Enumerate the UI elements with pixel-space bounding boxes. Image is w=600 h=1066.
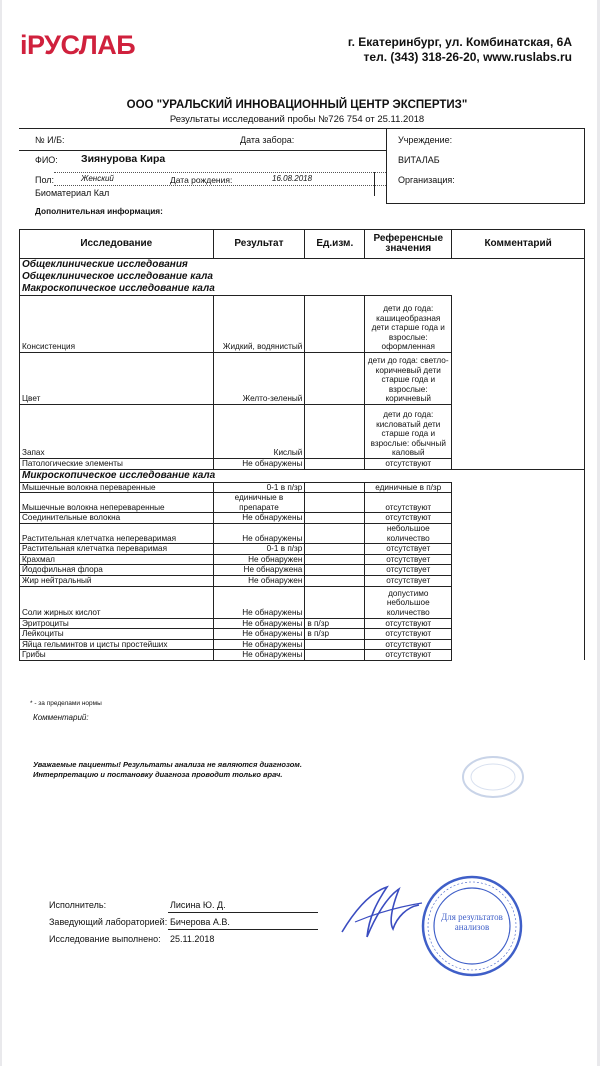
row-test: Растительная клетчатка переваримая — [20, 544, 214, 555]
ib-label: № И/Б: — [35, 135, 65, 145]
institution-value: ВИТАЛАБ — [398, 155, 440, 165]
row-result: единичные в препарате — [213, 493, 305, 513]
row-ref: отсутствуют — [365, 639, 452, 650]
section-title: Общеклиническое исследование кала — [20, 271, 585, 283]
row-result: Жидкий, водянистый — [213, 296, 305, 353]
row-result: 0-1 в п/зр — [213, 482, 305, 493]
row-comment — [452, 296, 585, 470]
lab-stamp — [420, 874, 524, 978]
row-unit — [305, 493, 365, 513]
info-dots-end — [374, 172, 375, 196]
info-top-line — [19, 128, 585, 129]
info-divider — [386, 128, 387, 204]
org-label: Организация: — [398, 175, 455, 185]
institution-label: Учреждение: — [398, 135, 453, 145]
patient-name: Зиянурова Кира — [81, 153, 166, 165]
row-test: Мышечные волокна переваренные — [20, 482, 214, 493]
row-unit — [305, 544, 365, 555]
row-result: Кислый — [213, 405, 305, 459]
col-header-unit: Ед.изм. — [305, 230, 365, 259]
row-result: Не обнаружены — [213, 523, 305, 543]
col-header-result: Результат — [213, 230, 305, 259]
section-title: Макроскопическое исследование кала — [20, 283, 585, 296]
row-comment — [452, 482, 585, 660]
birth-label: Дата рождения: — [170, 175, 233, 185]
row-ref: отсутствует — [365, 575, 452, 586]
row-unit — [305, 650, 365, 661]
row-unit — [305, 639, 365, 650]
row-result: Не обнаружен — [213, 575, 305, 586]
section-row — [20, 259, 585, 272]
warning-line-1: Уважаемые пациенты! Результаты анализа не являются диагнозом. — [33, 760, 302, 769]
row-unit — [305, 353, 365, 405]
col-header-comment: Комментарий — [452, 230, 585, 259]
row-unit — [305, 554, 365, 565]
row-ref: отсутствует — [365, 554, 452, 565]
row-result: Не обнаружен — [213, 554, 305, 565]
results-table — [19, 229, 585, 661]
row-test: Соединительные волокна — [20, 513, 214, 524]
row-ref: отсутствуют — [365, 459, 452, 470]
head-line — [168, 929, 318, 930]
row-result: Не обнаружены — [213, 586, 305, 618]
info-dots-2 — [54, 185, 386, 186]
section-row — [20, 271, 585, 283]
row-ref: дети до года: светло-коричневый дети старше года и взрослые: коричневый — [365, 353, 452, 405]
row-ref: допустимо небольшое количество — [365, 586, 452, 618]
row-ref: отсутствуют — [365, 513, 452, 524]
row-result: 0-1 в п/зр — [213, 544, 305, 555]
row-test: Цвет — [20, 353, 214, 405]
executor-value: Лисина Ю. Д. — [170, 900, 226, 910]
row-unit — [305, 482, 365, 493]
table-row — [20, 482, 585, 493]
stamp-text: Для результатов анализов — [441, 912, 503, 932]
row-unit: в п/зр — [305, 618, 365, 629]
table-header-row — [20, 230, 585, 259]
row-ref: отсутствуют — [365, 629, 452, 640]
row-test: Запах — [20, 405, 214, 459]
row-test: Мышечные волокна непереваренные — [20, 493, 214, 513]
row-unit: в п/зр — [305, 629, 365, 640]
info-bottom-right-line — [386, 203, 585, 204]
logo-mark: i — [20, 30, 28, 60]
sex-label: Пол: — [35, 175, 55, 185]
executor-line — [168, 912, 318, 913]
head-label: Заведующий лабораторией: — [49, 917, 168, 927]
row-ref: отсутствует — [365, 544, 452, 555]
row-result: Не обнаружены — [213, 513, 305, 524]
done-label: Исследование выполнено: — [49, 934, 161, 944]
warning-line-2: Интерпретацию и постановку диагноза проводит только врач. — [33, 770, 283, 779]
row-result: Не обнаружены — [213, 639, 305, 650]
done-value: 25.11.2018 — [170, 934, 215, 944]
row-test: Растительная клетчатка непереваримая — [20, 523, 214, 543]
row-result: Желто-зеленый — [213, 353, 305, 405]
comment-label: Комментарий: — [33, 713, 89, 722]
row-test: Эритроциты — [20, 618, 214, 629]
row-ref: единичные в п/зр — [365, 482, 452, 493]
info-line-1 — [19, 150, 386, 151]
row-test: Патологические элементы — [20, 459, 214, 470]
row-unit — [305, 296, 365, 353]
row-test: Йодофильная флора — [20, 565, 214, 576]
row-result: Не обнаружены — [213, 650, 305, 661]
info-dots-1 — [54, 172, 386, 173]
row-result: Не обнаружены — [213, 618, 305, 629]
info-right-border — [584, 128, 585, 204]
signatures-sheet — [2, 822, 597, 1066]
biomaterial-label: Биоматериал Кал — [35, 188, 110, 198]
row-result: Не обнаружены — [213, 459, 305, 470]
row-unit — [305, 405, 365, 459]
row-ref: отсутствует — [365, 565, 452, 576]
sex-value: Женский — [81, 174, 114, 183]
row-ref: небольшое количество — [365, 523, 452, 543]
row-test: Консистенция — [20, 296, 214, 353]
extra-info-label: Дополнительная информация: — [35, 206, 163, 216]
row-test: Лейкоциты — [20, 629, 214, 640]
table-row — [20, 296, 585, 353]
section-title: Микроскопическое исследование кала — [20, 469, 585, 482]
row-result: Не обнаружена — [213, 565, 305, 576]
signature-icon — [337, 877, 427, 947]
name-label: ФИО: — [35, 155, 58, 165]
results-sheet — [2, 0, 597, 842]
lab-address: г. Екатеринбург, ул. Комбинатская, 6А — [347, 35, 572, 49]
lab-contacts: тел. (343) 318-26-20, www.ruslabs.ru — [363, 50, 572, 64]
patient-warning — [33, 760, 302, 780]
row-test: Яйца гельминтов и цисты простейших — [20, 639, 214, 650]
collect-date-label: Дата забора: — [240, 135, 295, 145]
logo-text: РУСЛАБ — [27, 30, 136, 60]
org-title: ООО "УРАЛЬСКИЙ ИННОВАЦИОННЫЙ ЦЕНТР ЭКСПЕРТИЗ" — [126, 99, 468, 111]
ruslab-logo — [20, 30, 135, 61]
head-value: Бичерова А.В. — [170, 917, 230, 927]
section-title: Общеклинические исследования — [20, 259, 585, 272]
executor-label: Исполнитель: — [49, 900, 107, 910]
birth-value: 16.08.2018 — [272, 174, 313, 183]
section-row — [20, 469, 585, 482]
row-test: Соли жирных кислот — [20, 586, 214, 618]
sample-subtitle: Результаты исследований пробы №726 754 от 25.11.2018 — [169, 114, 425, 125]
row-ref: отсутствуют — [365, 650, 452, 661]
row-ref: дети до года: кисловатый дети старше года и взрослые: обычный каловый — [365, 405, 452, 459]
row-ref: дети до года: кашицеобразная дети старше года и взрослые: оформленная — [365, 296, 452, 353]
row-unit — [305, 565, 365, 576]
faint-stamp-icon — [457, 752, 529, 802]
row-result: Не обнаружены — [213, 629, 305, 640]
row-unit — [305, 459, 365, 470]
section-row — [20, 283, 585, 296]
norm-note: * - за пределами нормы — [30, 700, 102, 707]
row-test: Крахмал — [20, 554, 214, 565]
row-unit — [305, 575, 365, 586]
row-unit — [305, 523, 365, 543]
row-ref: отсутствуют — [365, 618, 452, 629]
col-header-ref: Референсные значения — [365, 230, 452, 259]
row-ref: отсутствуют — [365, 493, 452, 513]
row-unit — [305, 586, 365, 618]
row-test: Грибы — [20, 650, 214, 661]
row-unit — [305, 513, 365, 524]
col-header-test: Исследование — [20, 230, 214, 259]
row-test: Жир нейтральный — [20, 575, 214, 586]
